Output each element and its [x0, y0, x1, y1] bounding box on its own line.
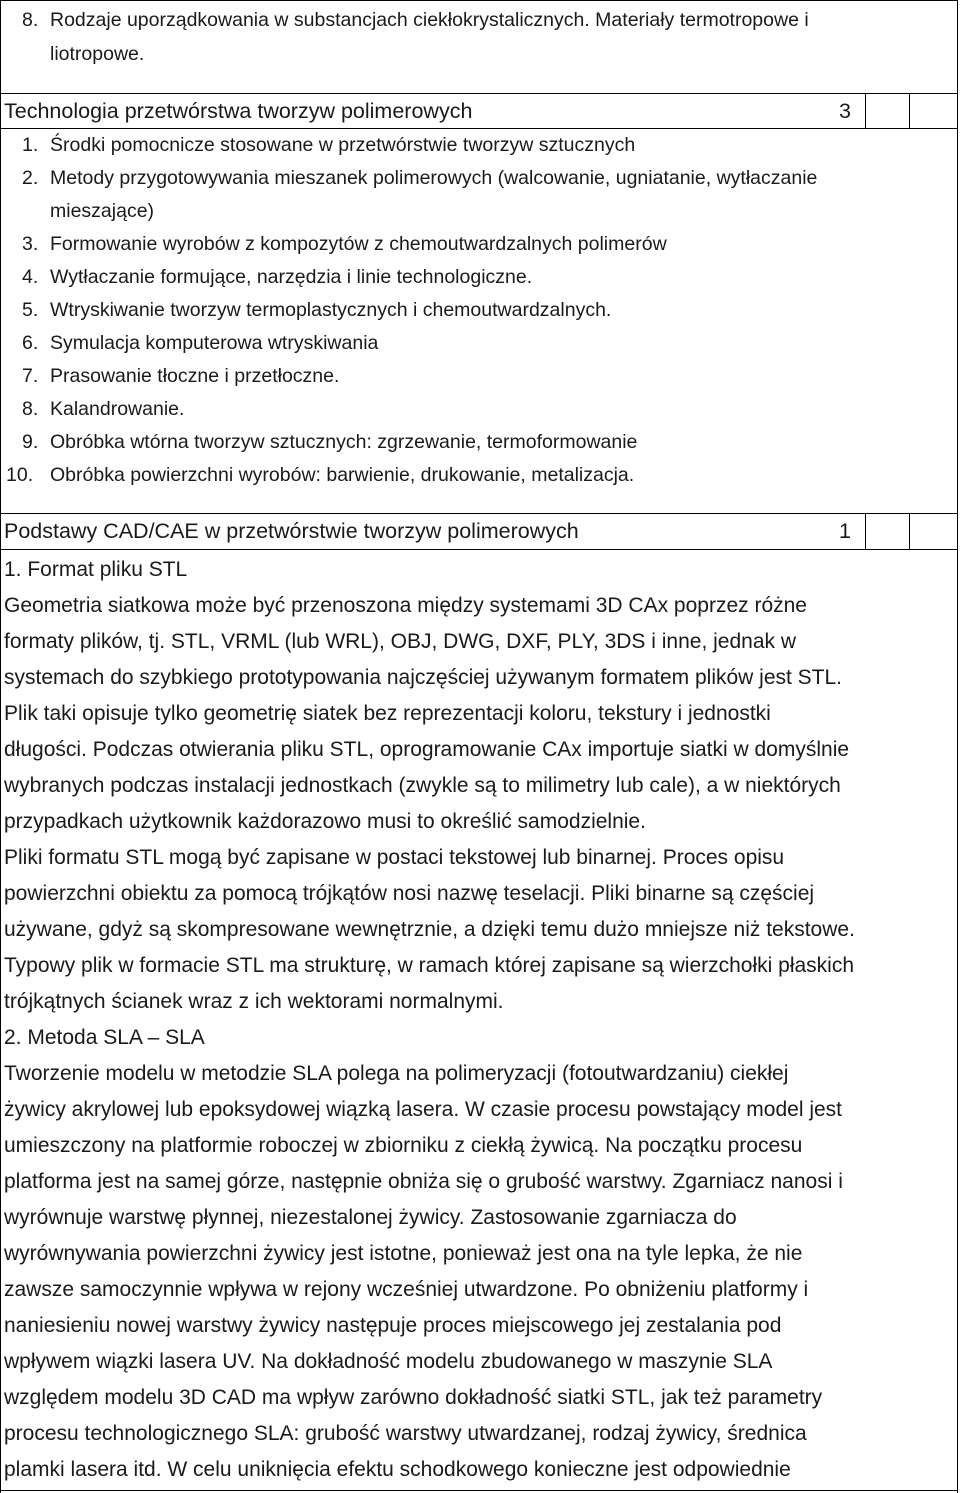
paragraph-line: wybranych podczas instalacji jednostkach (zwykle są to milimetry lub cale), a w niektórych: [4, 774, 841, 797]
paragraph-line: Tworzenie modelu w metodzie SLA polega na polimeryzacji (fotoutwardzaniu) ciekłej: [4, 1062, 789, 1085]
section-hours: 1: [839, 519, 851, 543]
list-item-number: 3.: [22, 233, 39, 255]
list-item-number: 5.: [22, 299, 39, 321]
list-item-number: 8.: [22, 9, 39, 31]
list-item-text: Metody przygotowywania mieszanek polimerowych (walcowanie, ugniatanie, wytłaczanie: [50, 167, 818, 189]
list-item-number: 10.: [6, 464, 34, 486]
list-item-number: 2.: [22, 167, 39, 189]
list-item-text: Prasowanie tłoczne i przetłoczne.: [50, 365, 340, 387]
column-divider: [909, 93, 910, 129]
paragraph-line: procesu technologicznego SLA: grubość warstwy utwardzanej, rodzaj żywicy, średnica: [4, 1422, 807, 1445]
paragraph-line: plamki lasera itd. W celu uniknięcia efektu schodkowego konieczne jest odpowiednie: [4, 1458, 791, 1481]
list-item-text: Formowanie wyrobów z kompozytów z chemoutwardzalnych polimerów: [50, 233, 667, 255]
row-divider: [0, 513, 958, 514]
list-item-text: Rodzaje uporządkowania w substancjach ciekłokrystalicznych. Materiały termotropowe i: [50, 9, 809, 31]
section-title: Podstawy CAD/CAE w przetwórstwie tworzyw polimerowych: [4, 519, 579, 543]
section-hours: 3: [839, 99, 851, 123]
paragraph-line: zawsze samoczynnie wpływa w rejony wcześniej utwardzone. Po obniżeniu platformy i: [4, 1278, 809, 1301]
list-item-text: mieszające): [50, 200, 155, 222]
paragraph-line: przypadkach użytkownik każdorazowo musi to określić samodzielnie.: [4, 810, 646, 833]
list-item-text: Obróbka powierzchni wyrobów: barwienie, drukowanie, metalizacja.: [50, 464, 635, 486]
paragraph-line: formaty plików, tj. STL, VRML (lub WRL), OBJ, DWG, DXF, PLY, 3DS i inne, jednak w: [4, 630, 797, 653]
list-item-number: 1.: [22, 134, 39, 156]
column-divider: [909, 513, 910, 550]
list-item-text: Środki pomocnicze stosowane w przetwórstwie tworzyw sztucznych: [50, 134, 636, 156]
list-item-number: 4.: [22, 266, 39, 288]
list-item-text: Wtryskiwanie tworzyw termoplastycznych i chemoutwardzalnych.: [50, 299, 612, 321]
row-divider: [0, 1490, 958, 1491]
list-item-text: Kalandrowanie.: [50, 398, 185, 420]
list-item-number: 8.: [22, 398, 39, 420]
section-title: Technologia przetwórstwa tworzyw polimerowych: [4, 99, 473, 123]
paragraph-line: umieszczony na platformie roboczej w zbiorniku z ciekłą żywicą. Na początku procesu: [4, 1134, 803, 1157]
paragraph-line: używane, gdyż są skompresowane wewnętrznie, a dzięki temu dużo mniejsze niż tekstowe.: [4, 918, 855, 941]
paragraph-line: wyrównuje warstwę płynnej, niezestalonej żywicy. Zastosowanie zgarniacza do: [4, 1206, 737, 1229]
paragraph-line: systemach do szybkiego prototypowania najczęściej używanym formatem plików jest STL.: [4, 666, 843, 689]
paragraph-line: Typowy plik w formacie STL ma strukturę, w ramach której zapisane są wierzchołki płaskich: [4, 954, 855, 977]
paragraph-line: powierzchni obiektu za pomocą trójkątów nosi nazwę teselacji. Pliki binarne są częściej: [4, 882, 815, 905]
paragraph-line: długości. Podczas otwierania pliku STL, oprogramowanie CAx importuje siatki w domyślnie: [4, 738, 850, 761]
paragraph-line: platforma jest na samej górze, następnie obniża się o grubość warstwy. Zgarniacz nanosi i: [4, 1170, 843, 1193]
list-item-number: 6.: [22, 332, 39, 354]
list-item-text: liotropowe.: [50, 43, 145, 65]
row-divider: [0, 93, 958, 94]
row-divider: [0, 549, 958, 550]
paragraph-line: 2. Metoda SLA – SLA: [4, 1026, 205, 1049]
list-item-number: 7.: [22, 365, 39, 387]
paragraph-line: Plik taki opisuje tylko geometrię siatek bez reprezentacji koloru, tekstury i jednostki: [4, 702, 771, 725]
paragraph-line: Geometria siatkowa może być przenoszona między systemami 3D CAx poprzez różne: [4, 594, 807, 617]
list-item-text: Symulacja komputerowa wtryskiwania: [50, 332, 379, 354]
paragraph-line: wyrównywania powierzchni żywicy jest istotne, ponieważ jest ona na tyle lepka, że nie: [4, 1242, 803, 1265]
row-divider: [0, 128, 958, 129]
paragraph-line: żywicy akrylowej lub epoksydowej wiązką lasera. W czasie procesu powstający model jest: [4, 1098, 843, 1121]
list-item-text: Obróbka wtórna tworzyw sztucznych: zgrzewanie, termoformowanie: [50, 431, 638, 453]
paragraph-line: trójkątnych ścianek wraz z ich wektorami normalnymi.: [4, 990, 504, 1013]
paragraph-line: Pliki formatu STL mogą być zapisane w postaci tekstowej lub binarnej. Proces opisu: [4, 846, 785, 869]
paragraph-line: względem modelu 3D CAD ma wpływ zarówno dokładność siatki STL, jak też parametry: [4, 1386, 823, 1409]
paragraph-line: wpływem wiązki lasera UV. Na dokładność modelu zbudowanego w maszynie SLA: [4, 1350, 773, 1373]
paragraph-line: 1. Format pliku STL: [4, 558, 188, 581]
list-item-text: Wytłaczanie formujące, narzędzia i linie technologiczne.: [50, 266, 533, 288]
paragraph-line: naniesieniu nowej warstwy żywicy następuje proces miejscowego jej zestalania pod: [4, 1314, 782, 1337]
column-divider: [865, 513, 866, 550]
list-item-number: 9.: [22, 431, 39, 453]
column-divider: [865, 93, 866, 129]
